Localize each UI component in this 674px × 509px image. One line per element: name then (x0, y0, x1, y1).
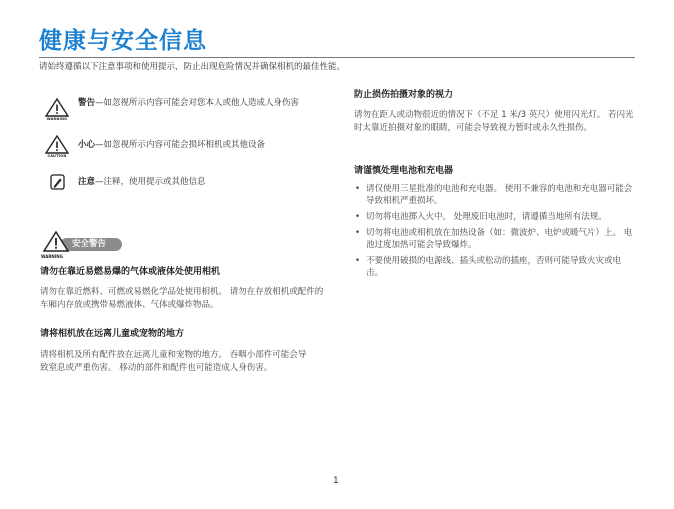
legend-note-text (78, 176, 318, 189)
warning-badge-caption: WARNING (41, 254, 63, 259)
section-body-children: 请将相机及所有配件放在远离儿童和宠物的地方。 吞咽小部件可能会导致窒息或严重伤害。 移动的部件和配件也可能造成人身伤害。 (40, 350, 307, 373)
section-heading-eyesight: 防止损伤拍摄对象的视力 (354, 90, 454, 100)
warning-badge-icon (42, 230, 70, 254)
list-item: • 不要使用破损的电源线、插头或松动的插座，否则可能导致火灾或电击。 (355, 256, 622, 278)
warning-description: —如忽视所示内容可能会对您本人或他人造成人身伤害 (95, 98, 300, 108)
note-term: 注意 (78, 177, 96, 187)
safety-warning-badge (40, 230, 130, 260)
section-heading-children: 请将相机放在远离儿童或宠物的地方 (40, 329, 185, 339)
bullet-dot: • (355, 256, 361, 266)
section-heading-flammable: 请勿在靠近易燃易爆的气体或液体处使用相机 (40, 267, 221, 277)
bullet-dot: • (355, 212, 361, 222)
bullet-dot: • (355, 184, 361, 194)
list-item: • 切勿将电池掷入火中。 处理废旧电池时，请遵循当地所有法规。 (355, 212, 607, 222)
warning-icon-caption: WARNING (46, 117, 68, 121)
legend-note-row (44, 172, 318, 198)
list-item: • 请仅使用三星批准的电池和充电器。 使用不兼容的电池和充电器可能会导致相机严重损坏。 (355, 184, 633, 206)
caution-icon-caption: CAUTION (47, 154, 67, 158)
safety-warning-label: 安全警告 (60, 238, 122, 251)
page-title: 健康与安全信息 (39, 28, 207, 54)
legend-warning-text (78, 97, 318, 110)
battery-bullet-list (354, 183, 636, 283)
title-divider (39, 57, 635, 58)
list-item: • 切勿将电池或相机放在加热设备（如：微波炉、电炉或暖气片）上。 电池过度加热可能会导致爆炸。 (355, 228, 633, 250)
section-heading-battery: 请谨慎处理电池和充电器 (354, 166, 454, 176)
caution-icon (44, 134, 70, 160)
caution-description: —如忽视所示内容可能会损坏相机或其他设备 (95, 140, 266, 150)
legend-caution-text (78, 139, 318, 152)
note-description: —注释，使用提示或其他信息 (95, 177, 206, 187)
section-body-eyesight: 请勿在距人或动物很近的情况下（不足 1 米/3 英尺）使用闪光灯。 若闪光时太靠近拍摄对象的眼睛，可能会导致视力暂时或永久性损伤。 (354, 110, 634, 133)
warning-icon (44, 97, 70, 123)
page-number: 1 (333, 476, 339, 486)
warning-term: 警告 (78, 98, 96, 108)
legend-caution-row (44, 134, 318, 160)
section-body-flammable: 请勿在靠近燃料、可燃或易燃化学品处使用相机。 请勿在存放相机或配件的车厢内存放或携带易燃液体、气体或爆炸物品。 (40, 287, 324, 310)
bullet-dot: • (355, 228, 361, 238)
legend-warning-row (44, 97, 318, 123)
note-icon (44, 172, 70, 198)
caution-term: 小心 (78, 140, 96, 150)
page-subtitle: 请始终遵循以下注意事项和使用提示，防止出现危险情况并确保相机的最佳性能。 (39, 62, 346, 72)
